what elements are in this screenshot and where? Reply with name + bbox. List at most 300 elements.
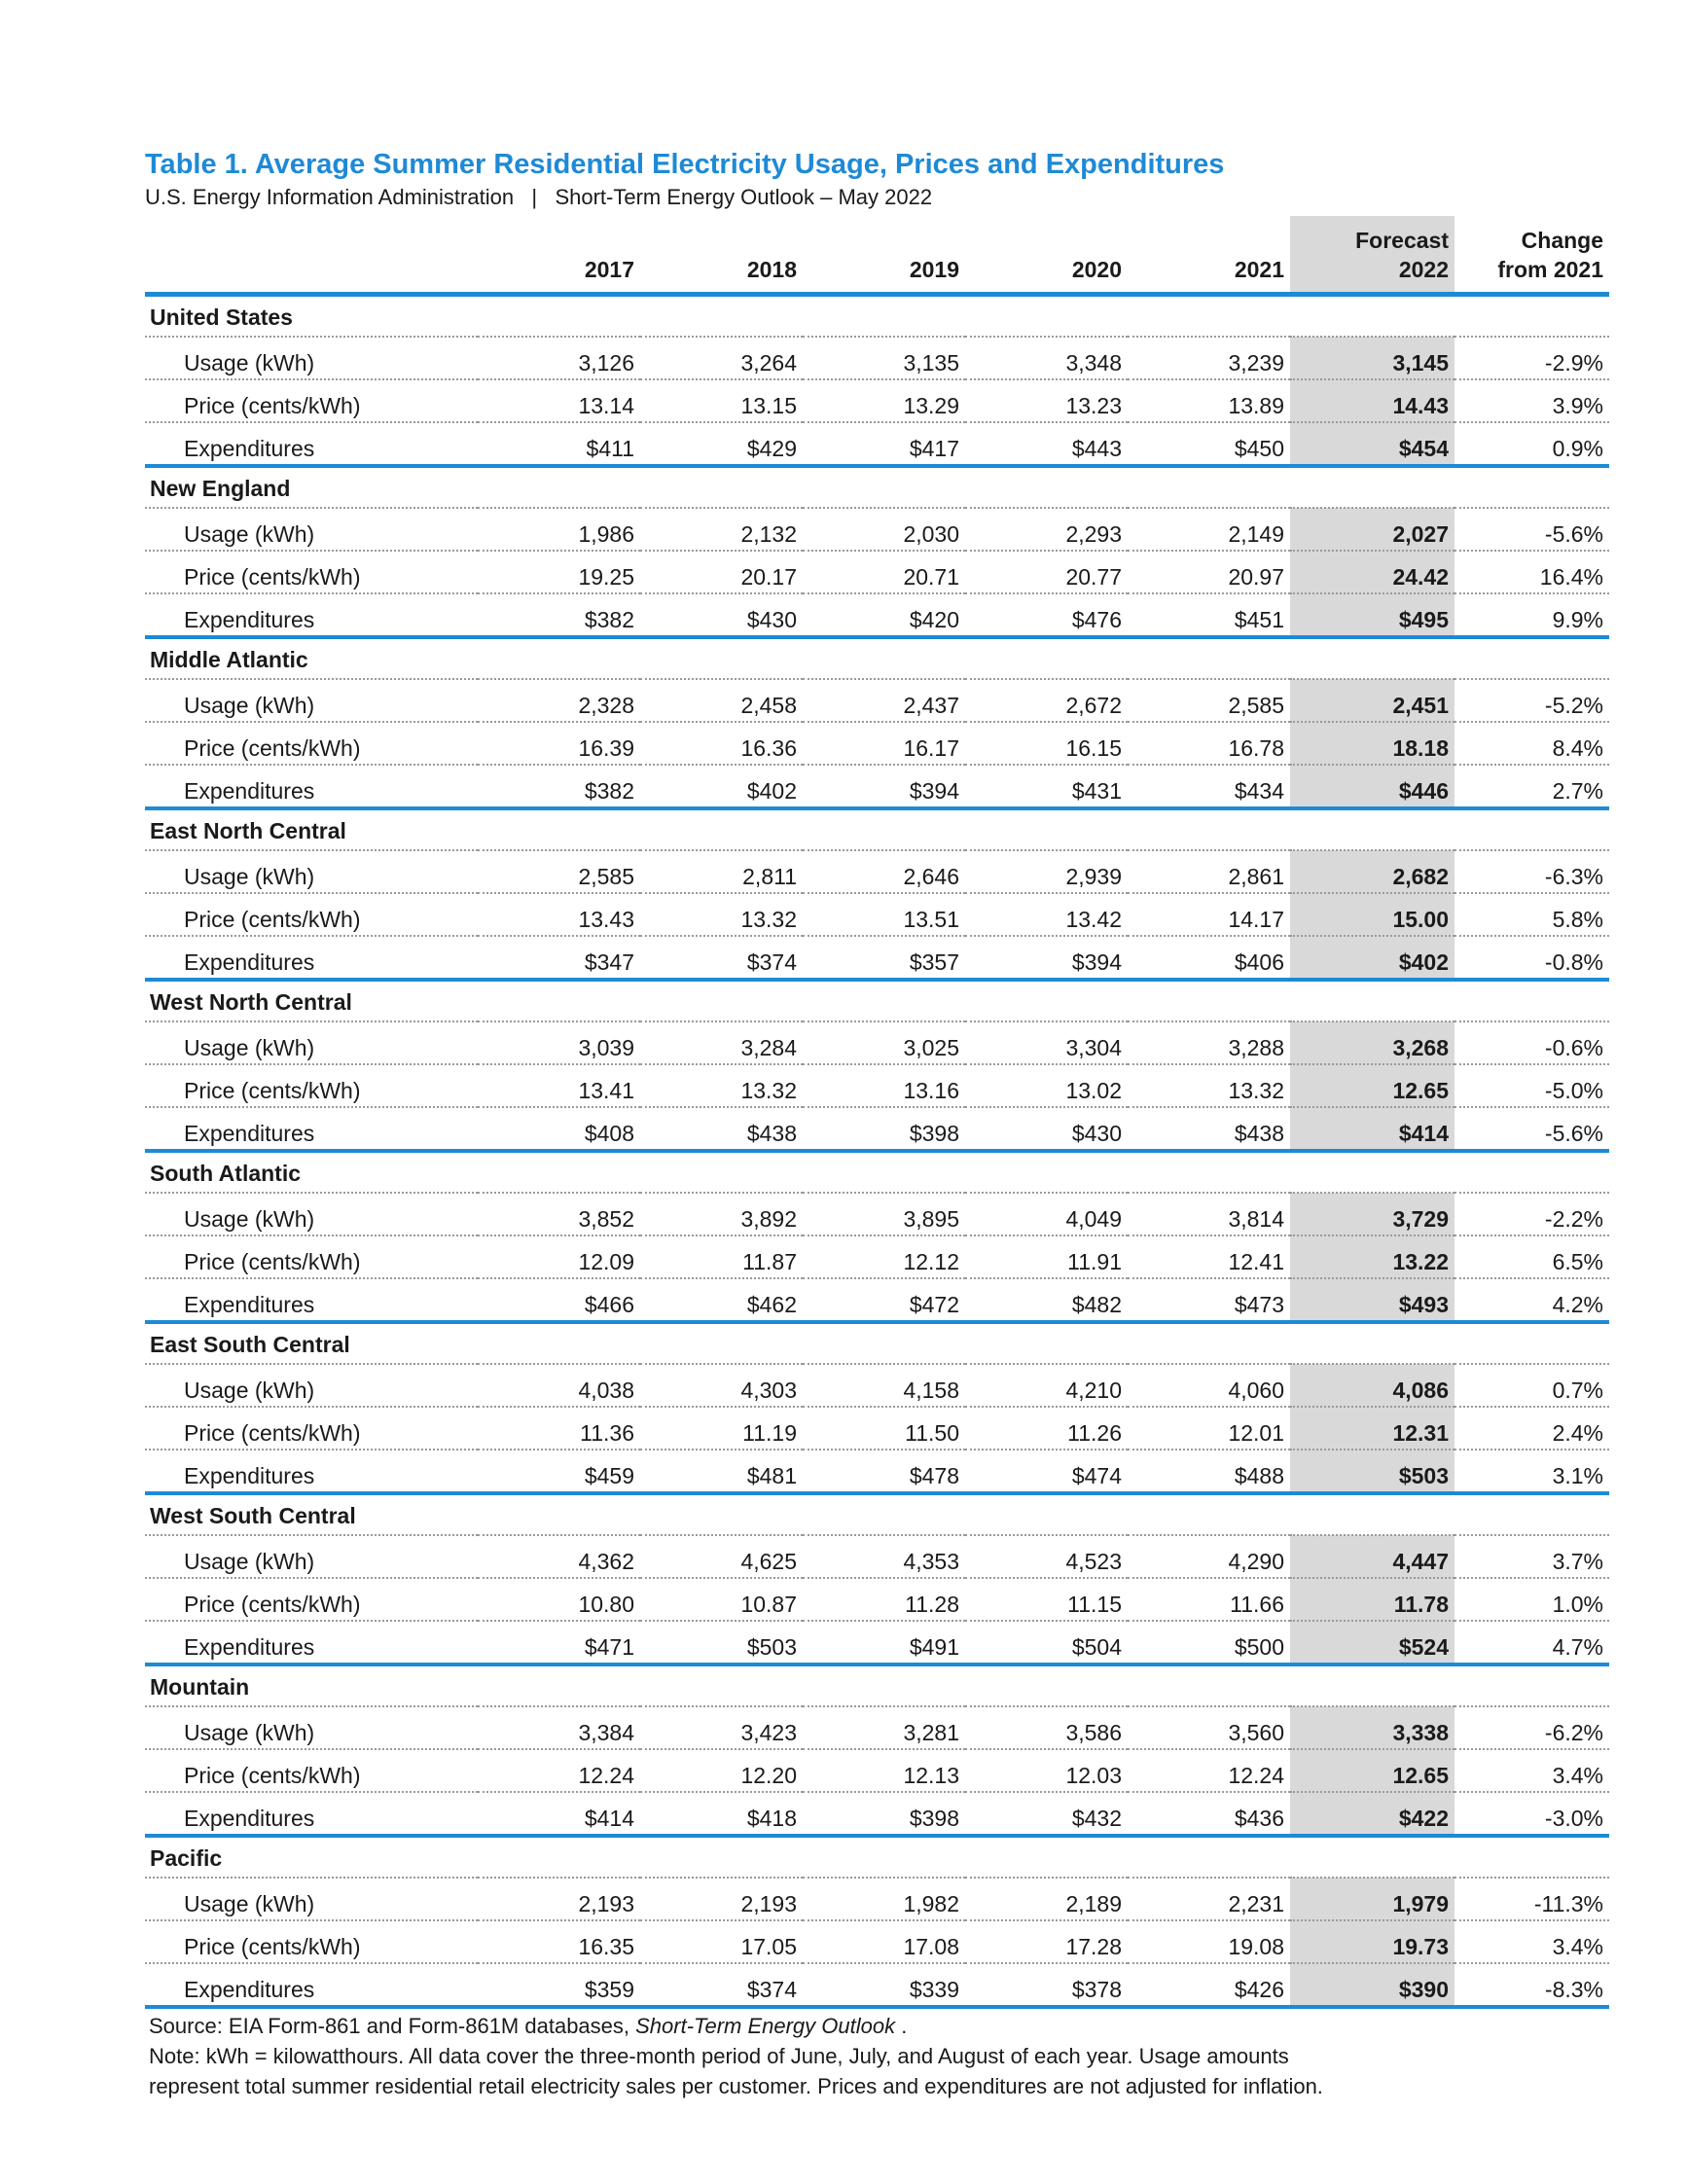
cell-value: $374 bbox=[746, 1977, 797, 2002]
table-row bbox=[145, 722, 1609, 765]
row-label: Usage (kWh) bbox=[184, 1378, 315, 1403]
row-label: Usage (kWh) bbox=[184, 864, 315, 889]
cell-value: 3,852 bbox=[578, 1206, 634, 1232]
cell-value: $500 bbox=[1234, 1634, 1284, 1660]
cell-value: 2,189 bbox=[1065, 1891, 1122, 1916]
cell-change: -2.2% bbox=[1544, 1206, 1603, 1232]
region-name: East North Central bbox=[150, 817, 346, 843]
row-label: Expenditures bbox=[184, 1806, 315, 1831]
cell-value: $359 bbox=[584, 1977, 634, 2002]
cell-forecast: 1,979 bbox=[1290, 1878, 1455, 1920]
cell-value: 12.01 bbox=[1228, 1420, 1284, 1446]
cell-value: 3,126 bbox=[578, 350, 634, 376]
cell-value: 4,353 bbox=[903, 1549, 959, 1574]
cell-value: $471 bbox=[584, 1634, 634, 1660]
cell-forecast: $503 bbox=[1290, 1450, 1455, 1493]
cell-value: 2,193 bbox=[578, 1891, 634, 1916]
cell-value: 3,281 bbox=[903, 1720, 959, 1745]
cell-value: 13.51 bbox=[903, 907, 959, 932]
cell-value: $394 bbox=[1071, 949, 1122, 975]
cell-value: 11.28 bbox=[905, 1592, 959, 1617]
cell-forecast: $422 bbox=[1290, 1792, 1455, 1836]
table-row bbox=[145, 893, 1609, 936]
row-label: Expenditures bbox=[184, 1463, 315, 1488]
cell-value: $459 bbox=[584, 1463, 634, 1488]
cell-change: 0.7% bbox=[1552, 1378, 1603, 1403]
row-label: Expenditures bbox=[184, 778, 315, 804]
cell-value: $382 bbox=[584, 607, 634, 632]
cell-change: -0.6% bbox=[1544, 1035, 1603, 1060]
cell-value: 2,939 bbox=[1065, 864, 1122, 889]
cell-change: -2.9% bbox=[1544, 350, 1603, 376]
region-name: United States bbox=[150, 304, 293, 330]
cell-value: 11.87 bbox=[742, 1249, 797, 1274]
cell-value: 3,560 bbox=[1228, 1720, 1284, 1745]
table-row bbox=[145, 1792, 1609, 1836]
cell-value: $408 bbox=[584, 1121, 634, 1146]
cell-value: 19.25 bbox=[578, 564, 634, 590]
cell-value: $378 bbox=[1071, 1977, 1122, 2002]
cell-value: $382 bbox=[584, 778, 634, 804]
table-row bbox=[145, 1407, 1609, 1450]
cell-forecast: 2,451 bbox=[1290, 679, 1455, 722]
cell-value: 4,038 bbox=[578, 1378, 634, 1403]
cell-value: 12.41 bbox=[1228, 1249, 1284, 1274]
table-row bbox=[145, 593, 1609, 637]
table-row bbox=[145, 1920, 1609, 1963]
cell-value: 16.15 bbox=[1065, 735, 1122, 761]
cell-change: 3.9% bbox=[1552, 393, 1603, 418]
cell-change: 3.7% bbox=[1552, 1549, 1603, 1574]
cell-value: $451 bbox=[1234, 607, 1284, 632]
region-header-row bbox=[145, 980, 1609, 1021]
cell-value: 3,814 bbox=[1228, 1206, 1284, 1232]
cell-value: 4,523 bbox=[1065, 1549, 1122, 1574]
cell-value: 20.77 bbox=[1065, 564, 1122, 590]
cell-value: 10.80 bbox=[578, 1592, 634, 1617]
cell-change: -6.2% bbox=[1544, 1720, 1603, 1745]
cell-forecast: $454 bbox=[1290, 422, 1455, 466]
cell-change: 16.4% bbox=[1539, 564, 1603, 590]
region-name: Mountain bbox=[150, 1673, 250, 1700]
header-forecast-year: 2022 bbox=[1398, 257, 1449, 282]
cell-change: 6.5% bbox=[1552, 1249, 1603, 1274]
region-header-row bbox=[145, 466, 1609, 508]
header-2017: 2017 bbox=[584, 257, 634, 282]
cell-value: 11.36 bbox=[580, 1420, 634, 1446]
row-label: Usage (kWh) bbox=[184, 1206, 315, 1232]
table-subtitle: U.S. Energy Information Administration | Short-Term Energy Outlook – May 2022 bbox=[145, 185, 933, 209]
row-label: Expenditures bbox=[184, 1634, 315, 1660]
cell-value: 11.91 bbox=[1067, 1249, 1122, 1274]
header-2020: 2020 bbox=[1071, 257, 1122, 282]
cell-value: $481 bbox=[746, 1463, 797, 1488]
cell-forecast: $446 bbox=[1290, 765, 1455, 808]
cell-value: 16.35 bbox=[578, 1934, 634, 1959]
cell-forecast: $493 bbox=[1290, 1278, 1455, 1322]
cell-value: 12.20 bbox=[740, 1763, 797, 1788]
region-header-row bbox=[145, 1493, 1609, 1535]
cell-forecast: 14.43 bbox=[1290, 379, 1455, 422]
cell-value: 3,892 bbox=[740, 1206, 797, 1232]
cell-value: $426 bbox=[1234, 1977, 1284, 2002]
cell-forecast: 3,268 bbox=[1290, 1021, 1455, 1064]
header-forecast-2022 bbox=[1290, 216, 1455, 295]
cell-value: 2,458 bbox=[740, 693, 797, 718]
cell-value: 11.50 bbox=[905, 1420, 959, 1446]
cell-change: 3.4% bbox=[1552, 1934, 1603, 1959]
cell-value: 16.39 bbox=[578, 735, 634, 761]
cell-value: 3,384 bbox=[578, 1720, 634, 1745]
cell-forecast: $495 bbox=[1290, 593, 1455, 637]
row-label: Expenditures bbox=[184, 949, 315, 975]
table-row bbox=[145, 765, 1609, 808]
cell-forecast: 11.78 bbox=[1290, 1578, 1455, 1621]
note-line-1: Note: kWh = kilowatthours. All data cover the three-month period of June, July, and August of each year. Usage amounts bbox=[149, 2044, 1289, 2068]
cell-value: $431 bbox=[1071, 778, 1122, 804]
data-table bbox=[145, 216, 1609, 2009]
row-label: Usage (kWh) bbox=[184, 1549, 315, 1574]
header-label bbox=[145, 216, 478, 295]
header-forecast-top: Forecast bbox=[1355, 228, 1449, 253]
cell-value: 3,304 bbox=[1065, 1035, 1122, 1060]
cell-change: 3.4% bbox=[1552, 1763, 1603, 1788]
cell-forecast: 24.42 bbox=[1290, 551, 1455, 593]
region-header-row bbox=[145, 295, 1609, 338]
table-row bbox=[145, 1706, 1609, 1749]
cell-value: 19.08 bbox=[1228, 1934, 1284, 1959]
cell-value: 4,290 bbox=[1228, 1549, 1284, 1574]
row-label: Price (cents/kWh) bbox=[184, 564, 361, 590]
cell-value: 20.97 bbox=[1228, 564, 1284, 590]
cell-value: 3,348 bbox=[1065, 350, 1122, 376]
cell-value: 2,811 bbox=[742, 864, 797, 889]
cell-value: 2,231 bbox=[1228, 1891, 1284, 1916]
cell-forecast: 13.22 bbox=[1290, 1235, 1455, 1278]
row-label: Usage (kWh) bbox=[184, 1720, 315, 1745]
cell-value: 4,625 bbox=[740, 1549, 797, 1574]
row-label: Usage (kWh) bbox=[184, 350, 315, 376]
cell-value: 2,672 bbox=[1065, 693, 1122, 718]
cell-change: -5.6% bbox=[1544, 1121, 1603, 1146]
cell-value: $472 bbox=[909, 1292, 959, 1317]
cell-value: $473 bbox=[1234, 1292, 1284, 1317]
cell-value: $474 bbox=[1071, 1463, 1122, 1488]
region-header-row bbox=[145, 637, 1609, 679]
table-row bbox=[145, 551, 1609, 593]
cell-value: $339 bbox=[909, 1977, 959, 2002]
table-row bbox=[145, 1535, 1609, 1578]
cell-value: 14.17 bbox=[1228, 907, 1284, 932]
table-row bbox=[145, 936, 1609, 980]
header-2019: 2019 bbox=[909, 257, 959, 282]
cell-value: 13.02 bbox=[1065, 1078, 1122, 1103]
table-row bbox=[145, 1450, 1609, 1493]
cell-value: 13.32 bbox=[740, 907, 797, 932]
row-label: Price (cents/kWh) bbox=[184, 1249, 361, 1274]
cell-forecast: 3,338 bbox=[1290, 1706, 1455, 1749]
table-row bbox=[145, 1878, 1609, 1920]
region-header-row bbox=[145, 1665, 1609, 1706]
region-name: West South Central bbox=[150, 1502, 356, 1528]
cell-value: 12.03 bbox=[1065, 1763, 1122, 1788]
cell-value: $504 bbox=[1071, 1634, 1122, 1660]
cell-value: $420 bbox=[909, 607, 959, 632]
row-label: Usage (kWh) bbox=[184, 521, 315, 547]
cell-forecast: 3,729 bbox=[1290, 1193, 1455, 1235]
cell-change: 8.4% bbox=[1552, 735, 1603, 761]
cell-forecast: $414 bbox=[1290, 1107, 1455, 1151]
row-label: Price (cents/kWh) bbox=[184, 1763, 361, 1788]
cell-value: 11.19 bbox=[742, 1420, 797, 1446]
cell-change: 0.9% bbox=[1552, 436, 1603, 461]
cell-value: 3,039 bbox=[578, 1035, 634, 1060]
cell-value: 4,210 bbox=[1065, 1378, 1122, 1403]
cell-value: 2,149 bbox=[1228, 521, 1284, 547]
cell-value: 20.17 bbox=[740, 564, 797, 590]
cell-value: 4,303 bbox=[740, 1378, 797, 1403]
table-row bbox=[145, 1235, 1609, 1278]
cell-value: 13.32 bbox=[1228, 1078, 1284, 1103]
cell-forecast: 3,145 bbox=[1290, 337, 1455, 379]
cell-forecast: 2,027 bbox=[1290, 508, 1455, 551]
row-label: Expenditures bbox=[184, 1977, 315, 2002]
region-header-row bbox=[145, 1836, 1609, 1878]
row-label: Price (cents/kWh) bbox=[184, 1420, 361, 1446]
row-label: Usage (kWh) bbox=[184, 1035, 315, 1060]
cell-forecast: 15.00 bbox=[1290, 893, 1455, 936]
cell-change: -3.0% bbox=[1544, 1806, 1603, 1831]
cell-value: 13.41 bbox=[578, 1078, 634, 1103]
cell-value: 2,861 bbox=[1228, 864, 1284, 889]
cell-value: $402 bbox=[746, 778, 797, 804]
table-row bbox=[145, 1749, 1609, 1792]
region-header-row bbox=[145, 1151, 1609, 1193]
cell-value: 2,646 bbox=[903, 864, 959, 889]
document bbox=[145, 146, 1603, 2101]
cell-value: $466 bbox=[584, 1292, 634, 1317]
cell-value: 2,585 bbox=[1228, 693, 1284, 718]
table-row bbox=[145, 679, 1609, 722]
cell-value: 13.14 bbox=[578, 393, 634, 418]
cell-value: 12.24 bbox=[1228, 1763, 1284, 1788]
cell-change: -5.0% bbox=[1544, 1078, 1603, 1103]
cell-forecast: 12.65 bbox=[1290, 1749, 1455, 1792]
cell-value: $394 bbox=[909, 778, 959, 804]
region-name: Middle Atlantic bbox=[150, 646, 308, 672]
table-title: Table 1. Average Summer Residential Electricity Usage, Prices and Expenditures bbox=[145, 149, 1225, 180]
cell-change: 4.7% bbox=[1552, 1634, 1603, 1660]
header-2021: 2021 bbox=[1234, 257, 1284, 282]
cell-value: $476 bbox=[1071, 607, 1122, 632]
region-header-row bbox=[145, 808, 1609, 850]
cell-value: 17.05 bbox=[740, 1934, 797, 1959]
cell-value: 4,060 bbox=[1228, 1378, 1284, 1403]
cell-value: 3,135 bbox=[903, 350, 959, 376]
row-label: Price (cents/kWh) bbox=[184, 735, 361, 761]
cell-value: 12.24 bbox=[578, 1763, 634, 1788]
table-row bbox=[145, 1278, 1609, 1322]
cell-value: 13.32 bbox=[740, 1078, 797, 1103]
row-label: Expenditures bbox=[184, 607, 315, 632]
cell-forecast: $524 bbox=[1290, 1621, 1455, 1665]
source-italic: Short-Term Energy Outlook bbox=[635, 2014, 896, 2038]
cell-value: $491 bbox=[909, 1634, 959, 1660]
cell-forecast: $402 bbox=[1290, 936, 1455, 980]
table-row bbox=[145, 1364, 1609, 1407]
cell-value: 11.15 bbox=[1067, 1592, 1122, 1617]
table-row bbox=[145, 850, 1609, 893]
cell-value: 11.66 bbox=[1230, 1592, 1284, 1617]
table-footer bbox=[145, 2011, 1546, 2101]
cell-value: $503 bbox=[746, 1634, 797, 1660]
cell-value: 3,284 bbox=[740, 1035, 797, 1060]
region-header-row bbox=[145, 1322, 1609, 1364]
cell-value: 20.71 bbox=[903, 564, 959, 590]
cell-change: 3.1% bbox=[1552, 1463, 1603, 1488]
header-change-bottom: from 2021 bbox=[1497, 257, 1603, 282]
table-row bbox=[145, 508, 1609, 551]
cell-value: 2,030 bbox=[903, 521, 959, 547]
table-row bbox=[145, 379, 1609, 422]
cell-value: $434 bbox=[1234, 778, 1284, 804]
cell-value: $488 bbox=[1234, 1463, 1284, 1488]
cell-value: $411 bbox=[586, 436, 634, 461]
cell-value: 12.12 bbox=[903, 1249, 959, 1274]
cell-change: 1.0% bbox=[1552, 1592, 1603, 1617]
cell-change: -8.3% bbox=[1544, 1977, 1603, 2002]
header-2018: 2018 bbox=[746, 257, 797, 282]
row-label: Price (cents/kWh) bbox=[184, 1078, 361, 1103]
cell-value: 17.28 bbox=[1065, 1934, 1122, 1959]
cell-value: $347 bbox=[584, 949, 634, 975]
cell-value: $430 bbox=[1071, 1121, 1122, 1146]
table-row bbox=[145, 1107, 1609, 1151]
cell-value: 3,586 bbox=[1065, 1720, 1122, 1745]
cell-value: $482 bbox=[1071, 1292, 1122, 1317]
source-prefix: Source: EIA Form-861 and Form-861M databases, bbox=[149, 2014, 636, 2038]
cell-value: 16.17 bbox=[903, 735, 959, 761]
cell-value: 3,895 bbox=[903, 1206, 959, 1232]
cell-value: 2,585 bbox=[578, 864, 634, 889]
cell-forecast: 4,447 bbox=[1290, 1535, 1455, 1578]
cell-value: $414 bbox=[584, 1806, 634, 1831]
table-row bbox=[145, 1621, 1609, 1665]
cell-value: 12.09 bbox=[578, 1249, 634, 1274]
region-name: East South Central bbox=[150, 1331, 350, 1357]
source-suffix: . bbox=[895, 2014, 908, 2038]
cell-value: $450 bbox=[1234, 436, 1284, 461]
cell-value: $398 bbox=[909, 1121, 959, 1146]
cell-value: $438 bbox=[746, 1121, 797, 1146]
source-note bbox=[149, 2011, 1546, 2041]
cell-value: $406 bbox=[1234, 949, 1284, 975]
cell-value: 13.42 bbox=[1065, 907, 1122, 932]
table-row bbox=[145, 337, 1609, 379]
cell-value: 2,293 bbox=[1065, 521, 1122, 547]
cell-value: $418 bbox=[746, 1806, 797, 1831]
cell-value: 2,193 bbox=[740, 1891, 797, 1916]
cell-value: 13.23 bbox=[1065, 393, 1122, 418]
cell-value: $374 bbox=[746, 949, 797, 975]
row-label: Price (cents/kWh) bbox=[184, 1934, 361, 1959]
region-name: West North Central bbox=[150, 988, 352, 1015]
cell-forecast: 2,682 bbox=[1290, 850, 1455, 893]
row-label: Usage (kWh) bbox=[184, 1891, 315, 1916]
cell-value: 10.87 bbox=[740, 1592, 797, 1617]
region-name: New England bbox=[150, 475, 291, 501]
cell-value: $443 bbox=[1071, 436, 1122, 461]
note-line-2: represent total summer residential retail electricity sales per customer. Prices and expenditures are not adjusted for inflation. bbox=[149, 2074, 1323, 2098]
cell-value: $432 bbox=[1071, 1806, 1122, 1831]
header-row bbox=[145, 216, 1609, 295]
cell-value: 2,328 bbox=[578, 693, 634, 718]
cell-value: 13.29 bbox=[903, 393, 959, 418]
row-label: Expenditures bbox=[184, 436, 315, 461]
cell-value: 17.08 bbox=[903, 1934, 959, 1959]
cell-value: $429 bbox=[746, 436, 797, 461]
cell-value: $438 bbox=[1234, 1121, 1284, 1146]
row-label: Price (cents/kWh) bbox=[184, 1592, 361, 1617]
cell-value: $478 bbox=[909, 1463, 959, 1488]
cell-value: $430 bbox=[746, 607, 797, 632]
cell-forecast: $390 bbox=[1290, 1963, 1455, 2007]
cell-change: 2.7% bbox=[1552, 778, 1603, 804]
table-body bbox=[145, 295, 1609, 2008]
cell-value: $462 bbox=[746, 1292, 797, 1317]
cell-value: 11.26 bbox=[1067, 1420, 1122, 1446]
cell-value: 1,982 bbox=[903, 1891, 959, 1916]
table-row bbox=[145, 1578, 1609, 1621]
row-label: Expenditures bbox=[184, 1121, 315, 1146]
row-label: Usage (kWh) bbox=[184, 693, 315, 718]
region-name: South Atlantic bbox=[150, 1160, 302, 1186]
header-change-top: Change bbox=[1521, 228, 1603, 253]
cell-value: 3,239 bbox=[1228, 350, 1284, 376]
header-change bbox=[1455, 216, 1609, 295]
cell-forecast: 12.31 bbox=[1290, 1407, 1455, 1450]
cell-forecast: 19.73 bbox=[1290, 1920, 1455, 1963]
cell-value: $417 bbox=[909, 436, 959, 461]
cell-value: 13.43 bbox=[578, 907, 634, 932]
cell-value: $357 bbox=[909, 949, 959, 975]
table-row bbox=[145, 422, 1609, 466]
row-label: Expenditures bbox=[184, 1292, 315, 1317]
table-row bbox=[145, 1021, 1609, 1064]
row-label: Price (cents/kWh) bbox=[184, 393, 361, 418]
table-row bbox=[145, 1963, 1609, 2007]
cell-change: 2.4% bbox=[1552, 1420, 1603, 1446]
cell-value: $436 bbox=[1234, 1806, 1284, 1831]
cell-value: 13.16 bbox=[903, 1078, 959, 1103]
cell-change: 5.8% bbox=[1552, 907, 1603, 932]
region-name: Pacific bbox=[150, 1844, 223, 1871]
cell-value: 4,362 bbox=[578, 1549, 634, 1574]
cell-value: $398 bbox=[909, 1806, 959, 1831]
row-label: Price (cents/kWh) bbox=[184, 907, 361, 932]
cell-value: 3,423 bbox=[740, 1720, 797, 1745]
cell-value: 3,288 bbox=[1228, 1035, 1284, 1060]
cell-change: 4.2% bbox=[1552, 1292, 1603, 1317]
cell-value: 2,132 bbox=[740, 521, 797, 547]
cell-forecast: 18.18 bbox=[1290, 722, 1455, 765]
cell-value: 13.89 bbox=[1228, 393, 1284, 418]
cell-value: 12.13 bbox=[903, 1763, 959, 1788]
cell-change: -11.3% bbox=[1533, 1891, 1603, 1916]
cell-value: 3,025 bbox=[903, 1035, 959, 1060]
cell-value: 1,986 bbox=[578, 521, 634, 547]
cell-value: 13.15 bbox=[740, 393, 797, 418]
